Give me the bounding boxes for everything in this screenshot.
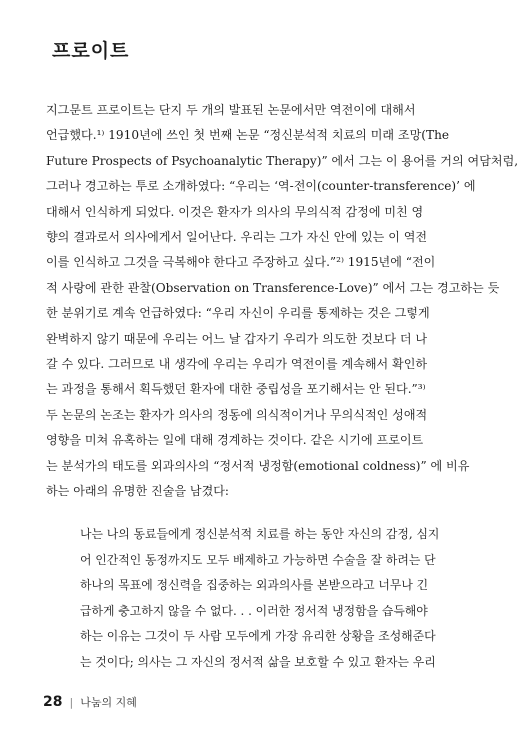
quote-line: 나는 나의 동료들에게 정신분석적 치료를 하는 동안 자신의 감정, 심지 xyxy=(80,527,440,541)
quote-line: 하나의 목표에 정신력을 집중하는 외과의사를 본받으라고 너무나 긴 xyxy=(80,578,429,592)
quote-line: 는 것이다; 의사는 그 자신의 정서적 삶을 보호할 수 있고 환자는 우리 xyxy=(80,654,436,669)
page-footer xyxy=(43,694,137,710)
body-line: 이를 인식하고 그것을 극복해야 한다고 주장하고 싶다.”²⁾ 1915년에 “전이 xyxy=(46,255,436,270)
block-quote xyxy=(80,522,440,675)
body-line: 대해서 인식하게 되었다. 이것은 환자가 의사의 무의식적 감정에 미친 영 xyxy=(46,204,424,219)
body-line: 영향을 미쳐 유혹하는 일에 대해 경계하는 것이다. 같은 시기에 프로이트 xyxy=(46,433,424,448)
page-title: 프로이트 xyxy=(52,40,130,62)
body-paragraph xyxy=(46,98,518,505)
body-line: 갈 수 있다. 그러므로 내 생각에 우리는 우리가 역전이를 계속해서 확인하 xyxy=(46,357,428,372)
page-number: 28 xyxy=(43,694,63,710)
quote-line: 어 인간적인 동정까지도 모두 배제하고 가능하면 수술을 잘 하려는 단 xyxy=(80,552,436,567)
body-line: Future Prospects of Psychoanalytic Therapy)” 에서 그는 이 용어를 거의 여담처럼, xyxy=(46,153,518,168)
body-line: 는 분석가의 태도를 외과의사의 “정서적 냉정함(emotional coldness)” 에 비유 xyxy=(46,458,470,473)
body-line: 적 사랑에 관한 관찰(Observation on Transference-Love)” 에서 그는 경고하는 듯 xyxy=(46,280,500,295)
footer-divider: | xyxy=(69,696,74,709)
body-line: 두 논문의 논조는 환자가 의사의 정동에 의식적이거나 무의식적인 성애적 xyxy=(46,407,428,422)
body-line: 언급했다.¹⁾ 1910년에 쓰인 첫 번째 논문 “정신분석적 치료의 미래 조망(The xyxy=(46,128,450,143)
body-line: 는 과정을 통해서 획득했던 환자에 대한 중립성을 포기해서는 안 된다.”³⁾ xyxy=(46,382,426,397)
quote-line: 급하게 충고하지 않을 수 없다. . . 이러한 정서적 냉정함을 습득해야 xyxy=(80,603,428,618)
quote-line: 하는 이유는 그것이 두 사람 모두에게 가장 유리한 상황을 조성해준다 xyxy=(80,629,436,643)
body-line: 향의 결과로서 의사에게서 일어난다. 우리는 그가 자신 안에 있는 이 역전 xyxy=(46,230,428,245)
body-line: 하는 아래의 유명한 진술을 남겼다: xyxy=(46,484,230,499)
body-line: 그러나 경고하는 투로 소개하였다: “우리는 ‘역-전이(counter-transference)’ 에 xyxy=(46,179,476,194)
body-line: 지그문트 프로이트는 단지 두 개의 발표된 논문에서만 역전이에 대해서 xyxy=(46,103,416,117)
body-line: 완벽하지 않기 때문에 우리는 어느 날 갑자기 우리가 의도한 것보다 더 나 xyxy=(46,331,428,346)
book-title: 나눔의 지혜 xyxy=(80,696,137,709)
body-line: 한 분위기로 계속 언급하였다: “우리 자신이 우리를 통제하는 것은 그렇게 xyxy=(46,306,430,321)
